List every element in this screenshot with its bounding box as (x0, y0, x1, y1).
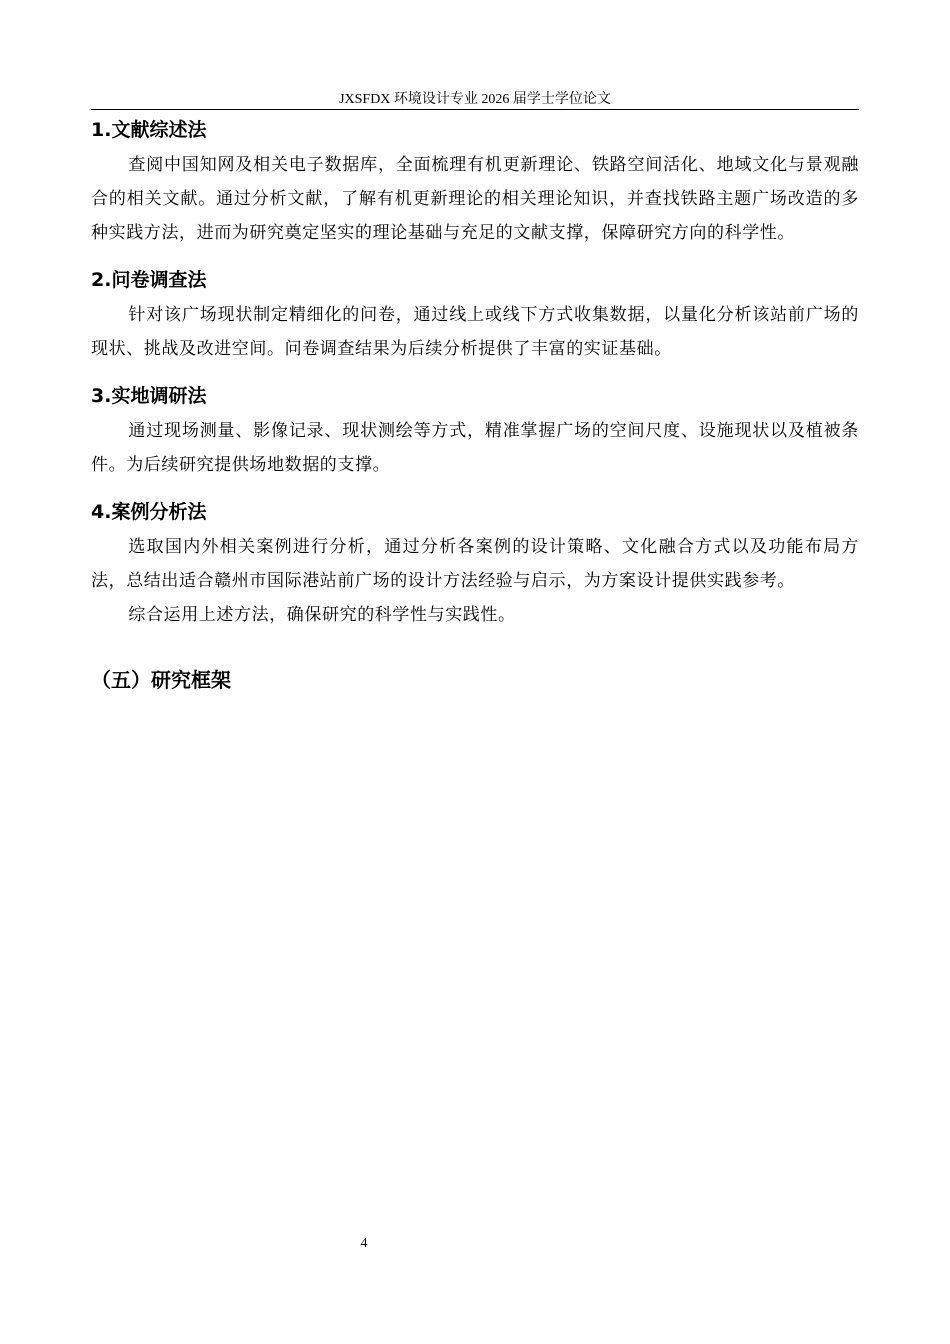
paragraph-summary: 综合运用上述方法，确保研究的科学性与实践性。 (128, 605, 516, 625)
header-rule (91, 109, 859, 110)
chapter-heading-research-framework: （五）研究框架 (91, 668, 231, 692)
section-heading-literature-review: 1.文献综述法 (91, 119, 207, 141)
paragraph-field-survey: 通过现场测量、影像记录、现状测绘等方式，精准掌握广场的空间尺度、设施现状以及植被条件。为后续研究提供场地数据的支撑。 (91, 421, 859, 475)
paragraph-literature-review: 查阅中国知网及相关电子数据库，全面梳理有机更新理论、铁路空间活化、地域文化与景观融合的相关文献。通过分析文献，了解有机更新理论的相关理论知识，并查找铁路主题广场改造的多种实践方法，进而为研究奠定坚实的理论基础与充足的文献支撑，保障研究方向的科学性。 (91, 155, 859, 243)
section-heading-questionnaire: 2.问卷调查法 (91, 269, 207, 291)
running-header: JXSFDX 环境设计专业 2026 届学士学位论文 (339, 92, 611, 107)
paragraph-case-analysis: 选取国内外相关案例进行分析，通过分析各案例的设计策略、文化融合方式以及功能布局方法，总结出适合赣州市国际港站前广场的设计方法经验与启示，为方案设计提供实践参考。 (91, 537, 859, 591)
page-number: 4 (360, 1236, 368, 1251)
section-heading-case-analysis: 4.案例分析法 (91, 501, 207, 523)
section-heading-field-survey: 3.实地调研法 (91, 385, 207, 407)
paragraph-questionnaire: 针对该广场现状制定精细化的问卷，通过线上或线下方式收集数据，以量化分析该站前广场的现状、挑战及改进空间。问卷调查结果为后续分析提供了丰富的实证基础。 (91, 305, 859, 359)
page-content (91, 115, 859, 695)
